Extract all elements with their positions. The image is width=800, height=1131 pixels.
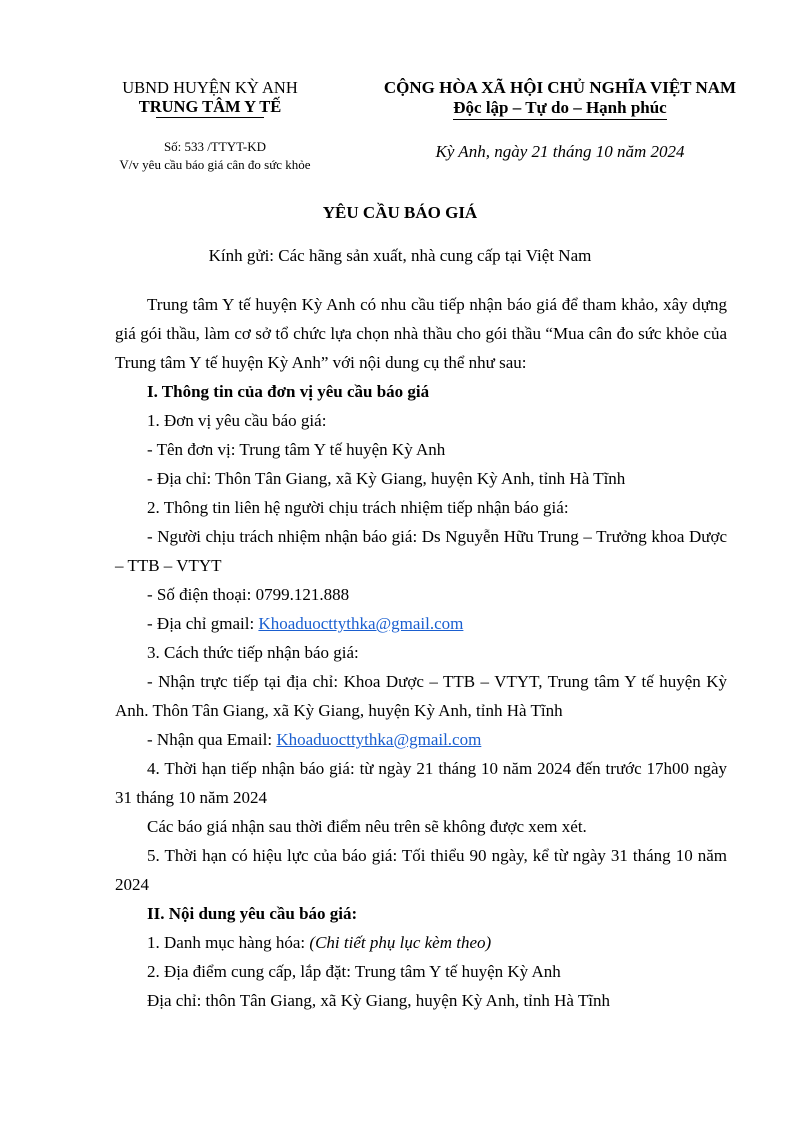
section-1-item-3: 3. Cách thức tiếp nhận báo giá: bbox=[147, 643, 359, 662]
national-header bbox=[350, 78, 770, 118]
org-line-1: UBND HUYỆN KỲ ANH bbox=[122, 78, 298, 97]
late-note: Các báo giá nhận sau thời điểm nêu trên sẽ không được xem xét. bbox=[147, 817, 587, 836]
section-1-heading: I. Thông tin của đơn vị yêu cầu báo giá bbox=[147, 382, 430, 401]
document-body bbox=[115, 290, 727, 1015]
section-2-item-1 bbox=[115, 928, 727, 957]
issuing-organization bbox=[95, 78, 325, 116]
email-line bbox=[115, 725, 727, 754]
unit-name: - Tên đơn vị: Trung tâm Y tế huyện Kỳ Anh bbox=[147, 440, 446, 459]
gmail-label: - Địa chỉ gmail: bbox=[147, 614, 259, 633]
section-1-item-5: 5. Thời hạn có hiệu lực của báo giá: Tối thiểu 90 ngày, kể từ ngày 31 tháng 10 năm 2024 bbox=[115, 846, 727, 894]
gmail-line bbox=[115, 609, 727, 638]
responsible-person: - Người chịu trách nhiệm nhận báo giá: Ds Nguyễn Hữu Trung – Trưởng khoa Dược – TTB – VTYT bbox=[115, 527, 727, 575]
org-line-2: TRUNG TÂM Y TẾ bbox=[138, 97, 282, 116]
section-1-item-4: 4. Thời hạn tiếp nhận báo giá: từ ngày 21 tháng 10 năm 2024 đến trước 17h00 ngày 31 tháng 10 năm 2024 bbox=[115, 759, 727, 807]
section-2-item-2: 2. Địa điểm cung cấp, lắp đặt: Trung tâm Y tế huyện Kỳ Anh bbox=[147, 962, 561, 981]
goods-list-note: (Chi tiết phụ lục kèm theo) bbox=[309, 933, 492, 952]
section-2-heading: II. Nội dung yêu cầu báo giá: bbox=[147, 904, 358, 923]
document-subject: V/v yêu cầu báo giá cân đo sức khỏe bbox=[119, 157, 311, 172]
document-reference bbox=[95, 138, 335, 174]
document-date: Kỳ Anh, ngày 21 tháng 10 năm 2024 bbox=[435, 142, 685, 161]
gmail-link[interactable]: Khoaduocttythka@gmail.com bbox=[258, 614, 464, 633]
country-name: CỘNG HÒA XÃ HỘI CHỦ NGHĨA VIỆT NAM bbox=[383, 78, 737, 97]
section-1-item-1: 1. Đơn vị yêu cầu báo giá: bbox=[147, 411, 327, 430]
email-label: - Nhận qua Email: bbox=[147, 730, 277, 749]
intro-paragraph: Trung tâm Y tế huyện Kỳ Anh có nhu cầu tiếp nhận báo giá để tham khảo, xây dựng giá gói thầu, làm cơ sở tổ chức lựa chọn nhà thầu cho gói thầu “Mua cân đo sức khỏe của Trung tâm Y tế huyện Kỳ Anh” với nội dung cụ thể như sau: bbox=[115, 295, 727, 372]
section-1-item-2: 2. Thông tin liên hệ người chịu trách nhiệm tiếp nhận báo giá: bbox=[147, 498, 569, 517]
document-title: YÊU CẦU BÁO GIÁ bbox=[322, 203, 478, 222]
unit-address: - Địa chỉ: Thôn Tân Giang, xã Kỳ Giang, huyện Kỳ Anh, tỉnh Hà Tĩnh bbox=[147, 469, 626, 488]
document-number: Số: 533 /TTYT-KD bbox=[163, 139, 267, 154]
direct-receipt: - Nhận trực tiếp tại địa chỉ: Khoa Dược – TTB – VTYT, Trung tâm Y tế huyện Kỳ Anh. Thôn Tân Giang, xã Kỳ Giang, huyện Kỳ Anh, tỉnh Hà Tĩnh bbox=[115, 672, 727, 720]
delivery-address: Địa chỉ: thôn Tân Giang, xã Kỳ Giang, huyện Kỳ Anh, tỉnh Hà Tĩnh bbox=[147, 991, 611, 1010]
recipient-line: Kính gửi: Các hãng sản xuất, nhà cung cấp tại Việt Nam bbox=[208, 246, 592, 265]
email-link[interactable]: Khoaduocttythka@gmail.com bbox=[276, 730, 482, 749]
goods-list-label: 1. Danh mục hàng hóa: bbox=[147, 933, 310, 952]
national-motto: Độc lập – Tự do – Hạnh phúc bbox=[453, 98, 667, 117]
phone-number: - Số điện thoại: 0799.121.888 bbox=[147, 585, 350, 604]
